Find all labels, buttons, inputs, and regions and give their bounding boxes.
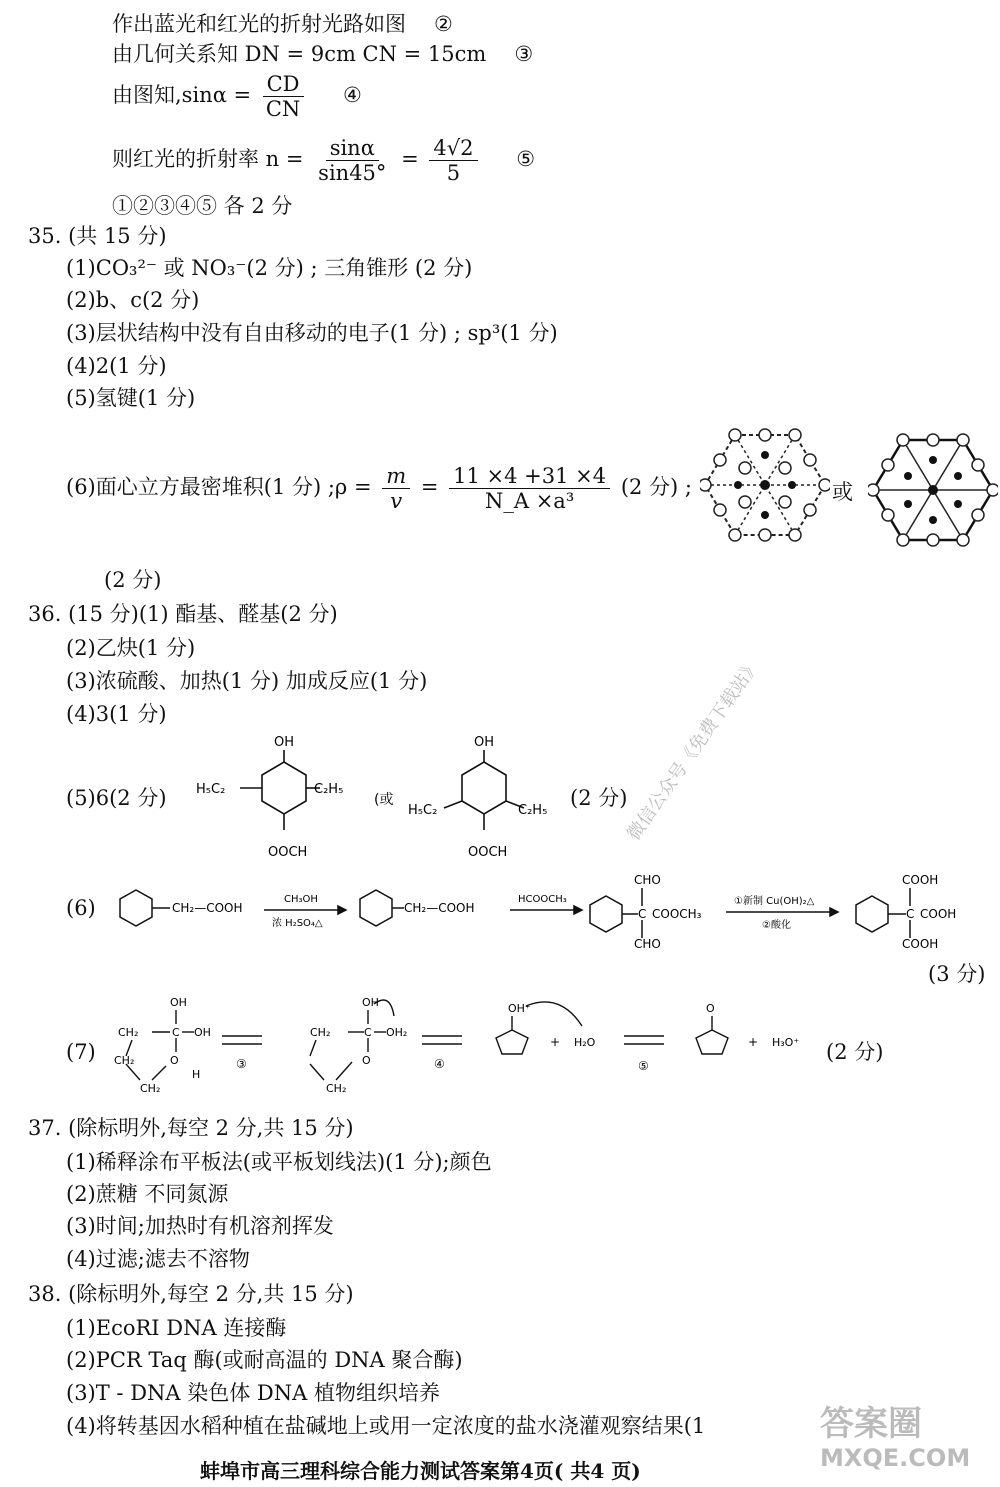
q37-a2: (2)蔗糖 不同氮源	[66, 1182, 229, 1206]
svg-text:+: +	[748, 1035, 759, 1049]
svg-text:OH: OH	[170, 996, 187, 1009]
svg-text:COOH: COOH	[902, 873, 939, 887]
svg-text:H₅C₂: H₅C₂	[408, 803, 438, 818]
svg-text:HCOOCH₃: HCOOCH₃	[518, 894, 567, 905]
svg-text:H₅C₂: H₅C₂	[196, 782, 226, 797]
svg-text:CH₂—COOH: CH₂—COOH	[172, 901, 243, 915]
q36-a7-label: (7)	[66, 1040, 96, 1064]
optics-line-2: 由几何关系知 DN = 9cm CN = 15cm ③	[112, 42, 534, 66]
svg-text:C: C	[364, 1026, 372, 1039]
svg-text:COOH: COOH	[920, 907, 957, 921]
q35-a4: (4)2(1 分)	[66, 354, 167, 378]
crystal-diagram-1	[700, 420, 830, 550]
svg-text:②酸化: ②酸化	[762, 920, 791, 931]
svg-text:OH⁺: OH⁺	[508, 1002, 531, 1015]
svg-text:OH: OH	[474, 735, 495, 750]
svg-text:OOCH: OOCH	[468, 845, 508, 860]
q35-a3: (3)层状结构中没有自由移动的电子(1 分) ; sp³(1 分)	[66, 321, 558, 345]
svg-text:CHO: CHO	[634, 873, 661, 887]
svg-text:④: ④	[434, 1057, 445, 1071]
q36-a6-score: (3 分)	[928, 962, 986, 986]
q35-a6-tail: (2 分)	[104, 568, 162, 592]
svg-text:H₂O: H₂O	[574, 1036, 596, 1049]
q37-a1: (1)稀释涂布平板法(或平板划线法)(1 分);颜色	[66, 1150, 492, 1174]
svg-text:CH₃OH: CH₃OH	[284, 894, 318, 905]
q38-a1: (1)EcoRI DNA 连接酶	[66, 1316, 287, 1340]
fraction-cd-cn: $\frac{CD}{CN}$	[262, 72, 304, 121]
q35-a6: (6)面心立方最密堆积(1 分) ;ρ = $\frac{m}{v}$ = $\frac{11 \times 4 +31 \times 4}{\text{N\_A ×a³}}$ (2 分) ;	[66, 464, 692, 513]
svg-text:⑤: ⑤	[638, 1059, 649, 1073]
svg-text:CH₂: CH₂	[114, 1054, 135, 1067]
svg-text:O: O	[362, 1054, 371, 1067]
q35-a2: (2)b、c(2 分)	[66, 288, 200, 312]
q36-a6-label: (6)	[66, 896, 96, 920]
svg-text:③: ③	[236, 1057, 247, 1071]
svg-text:C: C	[172, 1026, 180, 1039]
q36-a5-score: (2 分)	[570, 786, 628, 810]
q36-a7-score: (2 分)	[826, 1040, 884, 1064]
q38-a4: (4)将转基因水稻种植在盐碱地上或用一定浓度的盐水浇灌观察结果(1	[66, 1414, 706, 1438]
q36-a3: (3)浓硫酸、加热(1 分) 加成反应(1 分)	[66, 669, 428, 693]
q38-header: 38. (除标明外,每空 2 分,共 15 分)	[28, 1282, 354, 1306]
svg-text:OH: OH	[194, 1026, 211, 1039]
fraction-sin: $\frac{\sin\alpha}{\sin 45^\circ}$	[318, 136, 387, 185]
crystal-diagram-2	[868, 428, 998, 556]
svg-text:OH₂: OH₂	[386, 1026, 408, 1039]
q36-a2: (2)乙炔(1 分)	[66, 636, 196, 660]
svg-text:+: +	[550, 1035, 561, 1049]
q36-header: 36. (15 分)(1) 酯基、醛基(2 分)	[28, 602, 338, 626]
q38-a2: (2)PCR Taq 酶(或耐高温的 DNA 聚合酶)	[66, 1348, 463, 1372]
q37-a4: (4)过滤;滤去不溶物	[66, 1247, 250, 1271]
svg-text:CH₂: CH₂	[140, 1082, 161, 1095]
watermark-diagonal: 微信公众号《免费下载站》	[623, 655, 765, 845]
optics-line-5: ①②③④⑤ 各 2 分	[112, 194, 293, 218]
svg-text:H: H	[192, 1068, 201, 1081]
optics-line-3: 由图知,sinα = $\frac{CD}{CN}$ ④	[112, 72, 362, 121]
svg-text:C: C	[638, 907, 647, 921]
svg-text:OH: OH	[362, 996, 379, 1009]
svg-text:CH₂: CH₂	[118, 1026, 139, 1039]
svg-text:CH₂: CH₂	[326, 1082, 347, 1095]
svg-text:浓 H₂SO₄△: 浓 H₂SO₄△	[272, 918, 323, 929]
svg-text:O: O	[706, 1002, 715, 1015]
svg-text:C₂H₅: C₂H₅	[314, 782, 344, 797]
q35-header: 35. (共 15 分)	[28, 224, 167, 248]
q35-a5: (5)氢键(1 分)	[66, 386, 196, 410]
svg-text:OH: OH	[274, 735, 295, 750]
optics-line-1: 作出蓝光和红光的折射光路如图 ②	[112, 12, 453, 36]
svg-text:H₃O⁺: H₃O⁺	[772, 1036, 800, 1049]
fraction-density: $\frac{11 \times 4 +31 \times 4}{\text{N\_A ×a³}}$	[449, 464, 610, 513]
svg-text:CHO: CHO	[634, 937, 661, 951]
svg-text:COOCH₃: COOCH₃	[652, 907, 702, 921]
q36-a7-mechanism	[112, 992, 852, 1100]
q37-a3: (3)时间;加热时有机溶剂挥发	[66, 1214, 334, 1238]
svg-text:OOCH: OOCH	[268, 845, 308, 860]
optics-line-4: 则红光的折射率 n = $\frac{\sin\alpha}{\sin 45^\circ}$ = $\frac{4√2}{5}$ ⑤	[112, 136, 536, 185]
svg-text:COOH: COOH	[902, 937, 939, 951]
q35-a1: (1)CO₃²⁻ 或 NO₃⁻(2 分) ; 三角锥形 (2 分)	[66, 256, 473, 280]
svg-text:①新制 Cu(OH)₂△: ①新制 Cu(OH)₂△	[734, 896, 815, 907]
svg-text:C: C	[906, 907, 915, 921]
fraction-m-v: $\frac{m}{v}$	[382, 464, 410, 513]
svg-text:(或: (或	[374, 792, 394, 808]
q38-a3: (3)T - DNA 染色体 DNA 植物组织培养	[66, 1381, 440, 1405]
q36-a5-label: (5)6(2 分)	[66, 786, 167, 810]
fraction-result: $\frac{4√2}{5}$	[429, 136, 477, 185]
svg-text:C₂H₅: C₂H₅	[518, 803, 548, 818]
page-footer: 蚌埠市高三理科综合能力测试答案第4页( 共4 页)	[200, 1459, 641, 1483]
svg-text:O: O	[170, 1054, 179, 1067]
svg-text:CH₂: CH₂	[310, 1026, 331, 1039]
watermark-logo: 答案圈 MXQE.COM	[820, 1404, 971, 1472]
q36-a6-synthesis	[112, 868, 992, 952]
q36-a4: (4)3(1 分)	[66, 702, 167, 726]
q37-header: 37. (除标明外,每空 2 分,共 15 分)	[28, 1116, 354, 1140]
or-text: 或	[832, 480, 853, 504]
svg-text:CH₂—COOH: CH₂—COOH	[404, 901, 475, 915]
